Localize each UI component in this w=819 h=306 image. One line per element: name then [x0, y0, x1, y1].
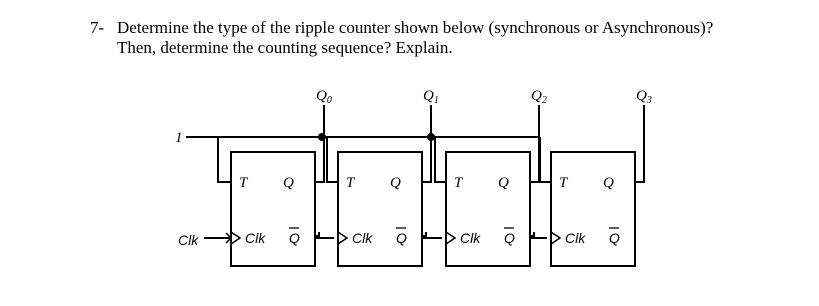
junction-dot-2 [427, 133, 435, 141]
ff-1-t-wire [327, 137, 338, 182]
output-q3-label: $Q_3$ [636, 88, 652, 106]
ff-3-qbar-label: Q [609, 230, 620, 246]
question-line-1: Determine the type of the ripple counter shown below (synchronous or Asynchronous)? [117, 18, 714, 37]
ff-2-qbar-label: Q [504, 230, 515, 246]
ff-3-q-output-wire [635, 105, 644, 182]
ff-1-q-output-wire [422, 105, 431, 182]
flip-flop-3-box [551, 152, 635, 266]
flip-flop-2-box [446, 152, 530, 266]
clock-triangle-2 [446, 232, 455, 244]
ff-2-t-label: T [454, 175, 463, 191]
ff-2-t-wire [435, 137, 446, 182]
ff-2-q-label: Q [498, 175, 509, 191]
ff-1-q-label: Q [390, 175, 401, 191]
output-q2-label: $Q_2$ [531, 88, 547, 106]
clock-triangle-1 [338, 232, 347, 244]
output-q0-label: $Q_0$ [316, 88, 332, 106]
ff-0-clk-label: Clk [245, 230, 266, 246]
ff-2-q-output-wire [530, 105, 539, 182]
ff-1-qbar-label: Q [396, 230, 407, 246]
ff-0-qbar-label: Q [289, 230, 300, 246]
ff-2-clk-label: Clk [460, 230, 481, 246]
ff-1-t-label: T [346, 175, 355, 191]
ff-0-t-label: T [239, 175, 248, 191]
flip-flop-1-box [338, 152, 422, 266]
flip-flop-0-box [231, 152, 315, 266]
ff-0-t-wire [218, 137, 231, 182]
ff-0-q-label: Q [283, 175, 294, 191]
input-one-label: 1 [175, 130, 183, 146]
question-number: 7- [90, 18, 105, 37]
output-q1-label: $Q_1$ [423, 88, 439, 106]
ff-0-q-output-wire [315, 105, 324, 182]
junction-dot-1 [318, 133, 326, 141]
ff-3-q-label: Q [603, 175, 614, 191]
ff-3-t-label: T [559, 175, 568, 191]
flip-flop-group [226, 88, 652, 266]
ff-1-clk-label: Clk [352, 230, 373, 246]
ff-3-clk-label: Clk [565, 230, 586, 246]
clock-input-label: Clk [178, 232, 199, 248]
clock-triangle-0 [231, 232, 240, 244]
circuit-wires [186, 105, 644, 239]
clock-triangle-3 [551, 232, 560, 244]
question-line-2: Then, determine the counting sequence? Explain. [117, 38, 453, 57]
ff-3-t-wire [540, 137, 551, 182]
